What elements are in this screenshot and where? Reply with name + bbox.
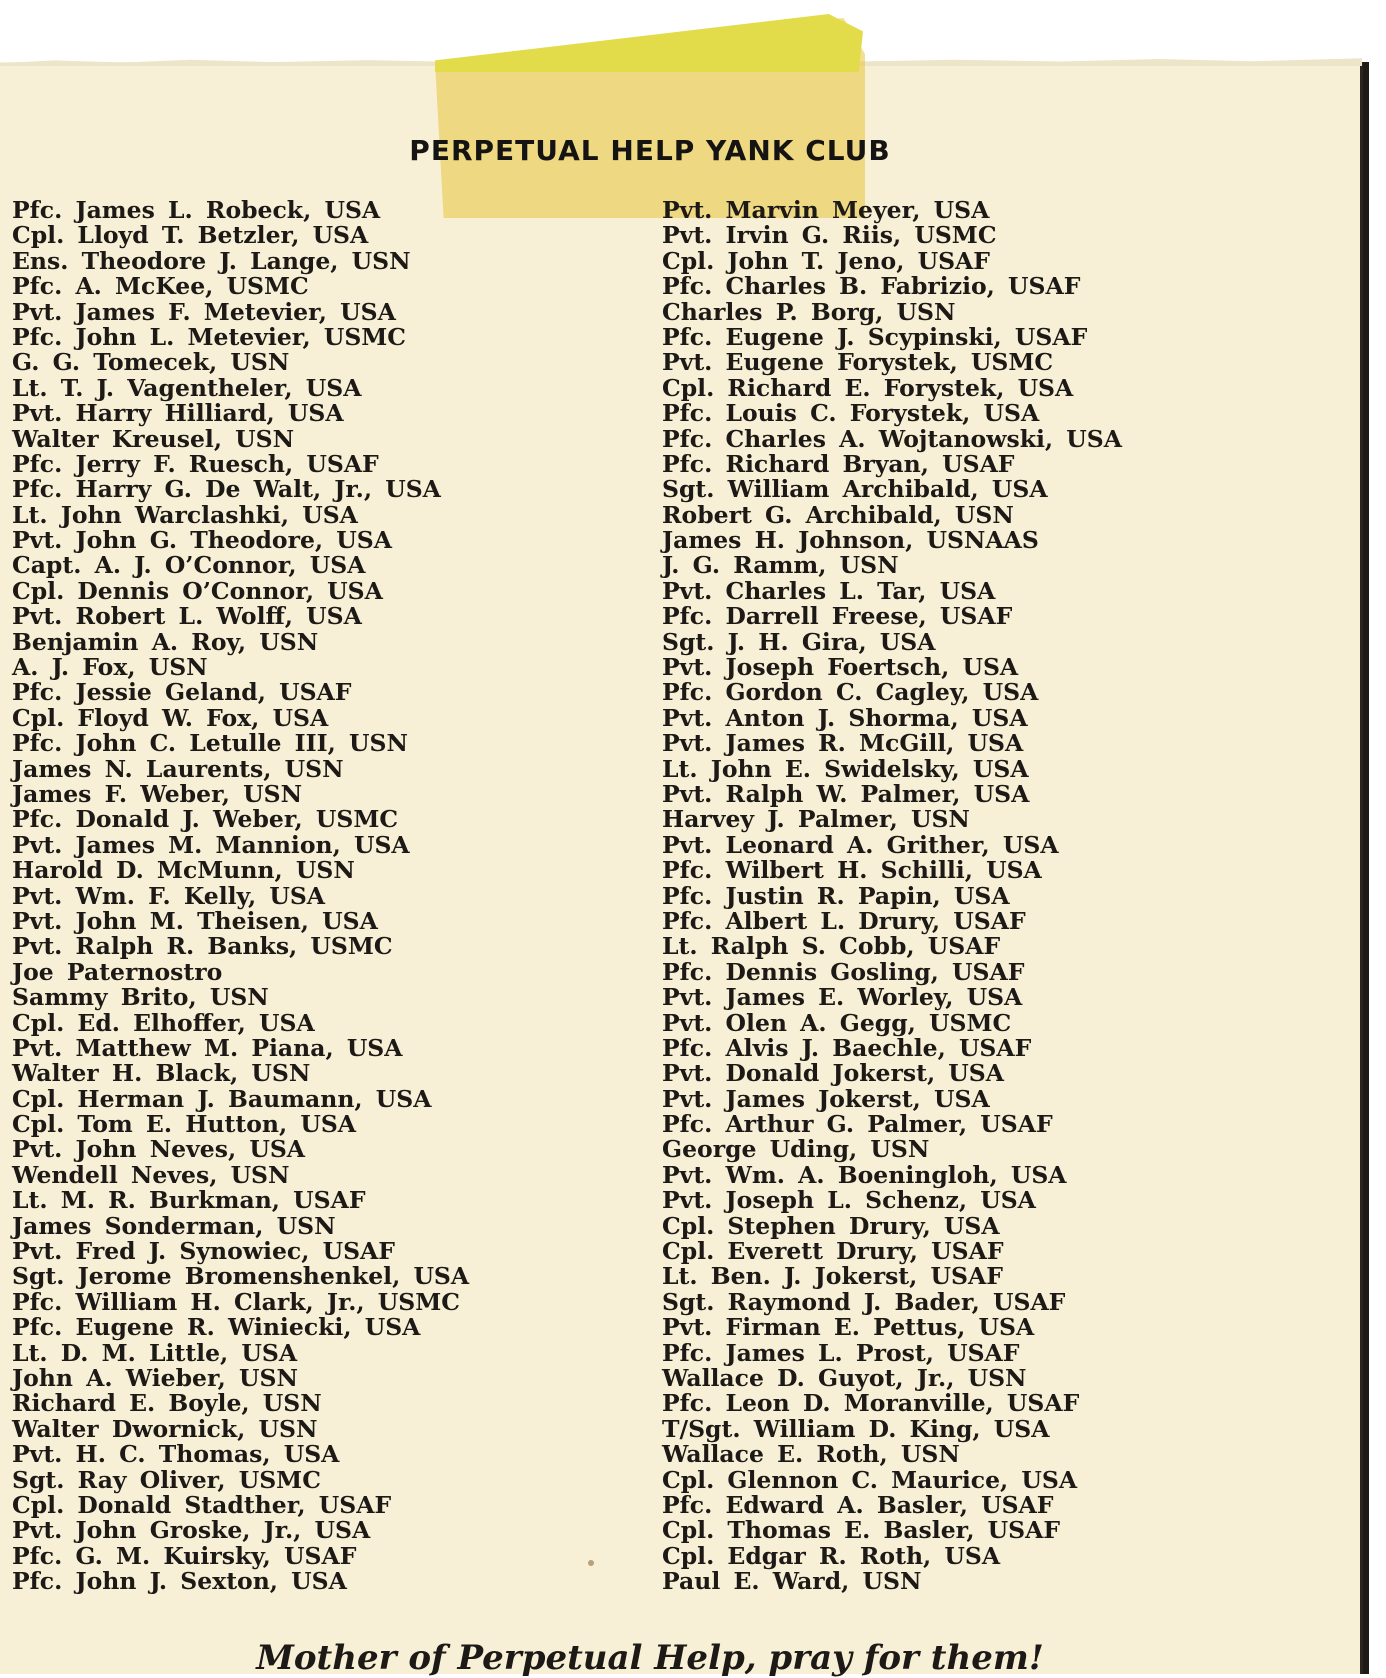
roster-entry: James Sonderman, USN <box>12 1211 336 1240</box>
roster-entry: Pvt. James M. Mannion, USA <box>12 830 410 859</box>
roster-entry: Pvt. Marvin Meyer, USA <box>662 196 990 224</box>
roster-entry: Pfc. John J. Sexton, USA <box>12 1567 347 1596</box>
roster-entry: Harvey J. Palmer, USN <box>662 805 970 834</box>
roster-entry: Pfc. Darrell Freese, USAF <box>662 602 1013 631</box>
roster-entry: Pvt. Charles L. Tar, USA <box>662 576 996 605</box>
roster-entry: Pvt. Leonard A. Grither, USA <box>662 830 1059 859</box>
roster-entry: A. J. Fox, USN <box>12 653 208 682</box>
roster-entry: Pvt. Ralph R. Banks, USMC <box>12 932 393 961</box>
roster-entry: Lt. Ralph S. Cobb, USAF <box>662 932 1001 961</box>
roster-entry: Pfc. Jessie Geland, USAF <box>12 678 352 707</box>
roster-entry: Lt. M. R. Burkman, USAF <box>12 1186 366 1215</box>
roster-entry: Pfc. Edward A. Basler, USAF <box>662 1490 1054 1519</box>
roster-entry: Richard E. Boyle, USN <box>12 1389 322 1418</box>
roster-entry: Paul E. Ward, USN <box>662 1567 922 1596</box>
roster-entry: Wendell Neves, USN <box>12 1160 290 1189</box>
roster-entry: Pvt. James E. Worley, USA <box>662 983 1023 1012</box>
roster-entry: Pfc. G. M. Kuirsky, USAF <box>12 1541 357 1570</box>
roster-entry: Pfc. Justin R. Papin, USA <box>662 881 1010 910</box>
roster-entry: Cpl. Everett Drury, USAF <box>662 1237 1004 1266</box>
roster-entry: Cpl. Stephen Drury, USA <box>662 1211 1000 1240</box>
roster-entry: Wallace E. Roth, USN <box>662 1440 960 1469</box>
roster-entry: Benjamin A. Roy, USN <box>12 627 319 656</box>
roster-entry: Pvt. Fred J. Synowiec, USAF <box>12 1237 395 1266</box>
roster-entry: Pvt. Eugene Forystek, USMC <box>662 348 1054 377</box>
roster-entry: Pvt. John M. Theisen, USA <box>12 906 378 935</box>
roster-entry: Sammy Brito, USN <box>12 983 269 1012</box>
roster-entry: Cpl. Floyd W. Fox, USA <box>12 703 329 732</box>
roster-entry: Cpl. Ed. Elhoffer, USA <box>12 1008 315 1037</box>
roster-entry: Ens. Theodore J. Lange, USN <box>12 246 411 275</box>
roster-entry: Robert G. Archibald, USN <box>662 500 1014 529</box>
roster-entry: Lt. Ben. J. Jokerst, USAF <box>662 1262 1003 1291</box>
roster-entry: Pvt. Firman E. Pettus, USA <box>662 1313 1035 1342</box>
roster-entry: Cpl. Herman J. Baumann, USA <box>12 1084 432 1113</box>
roster-entry: Pfc. John L. Metevier, USMC <box>12 322 407 351</box>
roster-entry: Lt. D. M. Little, USA <box>12 1338 298 1367</box>
roster-entry: Pvt. H. C. Thomas, USA <box>12 1440 340 1469</box>
roster-entry: James H. Johnson, USNAAS <box>662 526 1039 555</box>
roster-entry: Sgt. Jerome Bromenshenkel, USA <box>12 1262 470 1291</box>
roster-entry: Pfc. Leon D. Moranville, USAF <box>662 1389 1080 1418</box>
roster-entry: T/Sgt. William D. King, USA <box>662 1414 1050 1443</box>
roster-entry: Pfc. Gordon C. Cagley, USA <box>662 678 1039 707</box>
roster-entry: Lt. John Warclashki, USA <box>12 500 358 529</box>
roster-entry: Capt. A. J. O’Connor, USA <box>12 551 366 580</box>
roster-entry: Lt. John E. Swidelsky, USA <box>662 754 1029 783</box>
roster-entry: Walter H. Black, USN <box>12 1059 311 1088</box>
roster-entry: Pvt. James F. Metevier, USA <box>12 297 396 326</box>
roster-entry: Pvt. Ralph W. Palmer, USA <box>662 779 1030 808</box>
roster-entry: Pfc. John C. Letulle III, USN <box>12 729 408 758</box>
roster-entry: Pvt. Harry Hilliard, USA <box>12 399 344 428</box>
roster-entry: Pfc. Alvis J. Baechle, USAF <box>662 1033 1032 1062</box>
roster-entry: Pvt. Olen A. Gegg, USMC <box>662 1008 1012 1037</box>
roster-entry: J. G. Ramm, USN <box>662 551 899 580</box>
roster-entry: Sgt. Raymond J. Bader, USAF <box>662 1287 1066 1316</box>
roster-entry: James N. Laurents, USN <box>12 754 344 783</box>
roster-entry: Pvt. Robert L. Wolff, USA <box>12 602 362 631</box>
roster-entry: Pfc. Charles A. Wojtanowski, USA <box>662 424 1122 453</box>
roster-entry: Lt. T. J. Vagentheler, USA <box>12 373 362 402</box>
roster-entry: Walter Kreusel, USN <box>12 424 295 453</box>
roster-entry: Pvt. Irvin G. Riis, USMC <box>662 221 997 250</box>
roster-entry: Pvt. James Jokerst, USA <box>662 1084 990 1113</box>
paper-spot <box>588 1560 594 1566</box>
roster-entry: Charles P. Borg, USN <box>662 297 956 326</box>
roster-entry: Pvt. Wm. A. Boeningloh, USA <box>662 1160 1067 1189</box>
roster-entry: Pfc. Eugene R. Winiecki, USA <box>12 1313 421 1342</box>
roster-entry: Pfc. Wilbert H. Schilli, USA <box>662 856 1042 885</box>
roster-entry: Pfc. Richard Bryan, USAF <box>662 449 1015 478</box>
roster-entry: Pfc. Dennis Gosling, USAF <box>662 957 1025 986</box>
roster-entry: Pfc. A. McKee, USMC <box>12 272 309 301</box>
roster-entry: Harold D. McMunn, USN <box>12 856 355 885</box>
roster-entry: Pfc. Louis C. Forystek, USA <box>662 399 1040 428</box>
roster-entry: Joe Paternostro <box>12 957 223 986</box>
roster-entry: Pvt. Wm. F. Kelly, USA <box>12 881 326 910</box>
roster-entry: Pvt. James R. McGill, USA <box>662 729 1024 758</box>
roster-entry: Pfc. James L. Prost, USAF <box>662 1338 1020 1367</box>
roster-entry: Sgt. Ray Oliver, USMC <box>12 1465 321 1494</box>
roster-entry: Cpl. Glennon C. Maurice, USA <box>662 1465 1078 1494</box>
roster-entry: Pfc. Donald J. Weber, USMC <box>12 805 399 834</box>
roster-entry: Cpl. Donald Stadther, USAF <box>12 1490 392 1519</box>
roster-entry: Pvt. Joseph L. Schenz, USA <box>662 1186 1036 1215</box>
roster-entry: Wallace D. Guyot, Jr., USN <box>662 1363 1027 1392</box>
roster-entry: Pfc. Harry G. De Walt, Jr., USA <box>12 475 441 504</box>
roster-entry: Pvt. Donald Jokerst, USA <box>662 1059 1005 1088</box>
roster-entry: Pvt. John G. Theodore, USA <box>12 526 392 555</box>
roster-entry: Pvt. Joseph Foertsch, USA <box>662 653 1019 682</box>
roster-entry: G. G. Tomecek, USN <box>12 348 290 377</box>
left-name-column <box>12 198 469 1594</box>
page-title: PERPETUAL HELP YANK CLUB <box>409 134 891 167</box>
roster-entry: Sgt. William Archibald, USA <box>662 475 1048 504</box>
roster-entry: Cpl. John T. Jeno, USAF <box>662 246 990 275</box>
roster-entry: George Uding, USN <box>662 1135 930 1164</box>
roster-entry: Pfc. Charles B. Fabrizio, USAF <box>662 272 1081 301</box>
roster-entry: Cpl. Edgar R. Roth, USA <box>662 1541 1001 1570</box>
right-name-column <box>662 198 1122 1594</box>
roster-entry: Pfc. William H. Clark, Jr., USMC <box>12 1287 460 1316</box>
roster-entry: Sgt. J. H. Gira, USA <box>662 627 936 656</box>
roster-entry: Pfc. Eugene J. Scypinski, USAF <box>662 322 1088 351</box>
roster-entry: Cpl. Richard E. Forystek, USA <box>662 373 1074 402</box>
roster-entry: Pvt. John Neves, USA <box>12 1135 306 1164</box>
roster-entry: Cpl. Dennis O’Connor, USA <box>12 576 383 605</box>
roster-entry: Cpl. Tom E. Hutton, USA <box>12 1110 357 1139</box>
roster-entry: Pvt. Anton J. Shorma, USA <box>662 703 1028 732</box>
roster-entry: John A. Wieber, USN <box>12 1363 298 1392</box>
roster-entry: Cpl. Lloyd T. Betzler, USA <box>12 221 369 250</box>
roster-entry: Pvt. Matthew M. Piana, USA <box>12 1033 403 1062</box>
roster-entry: Walter Dwornick, USN <box>12 1414 318 1443</box>
roster-entry: James F. Weber, USN <box>12 779 303 808</box>
roster-entry: Pfc. James L. Robeck, USA <box>12 196 381 224</box>
roster-entry: Pfc. Arthur G. Palmer, USAF <box>662 1110 1053 1139</box>
roster-entry: Pfc. Jerry F. Ruesch, USAF <box>12 449 379 478</box>
footer-prayer: Mother of Perpetual Help, pray for them! <box>256 1638 1044 1678</box>
tape-top-overhang <box>435 14 863 72</box>
roster-entry: Pfc. Albert L. Drury, USAF <box>662 906 1026 935</box>
roster-entry: Pvt. John Groske, Jr., USA <box>12 1516 371 1545</box>
roster-entry: Cpl. Thomas E. Basler, USAF <box>662 1516 1061 1545</box>
